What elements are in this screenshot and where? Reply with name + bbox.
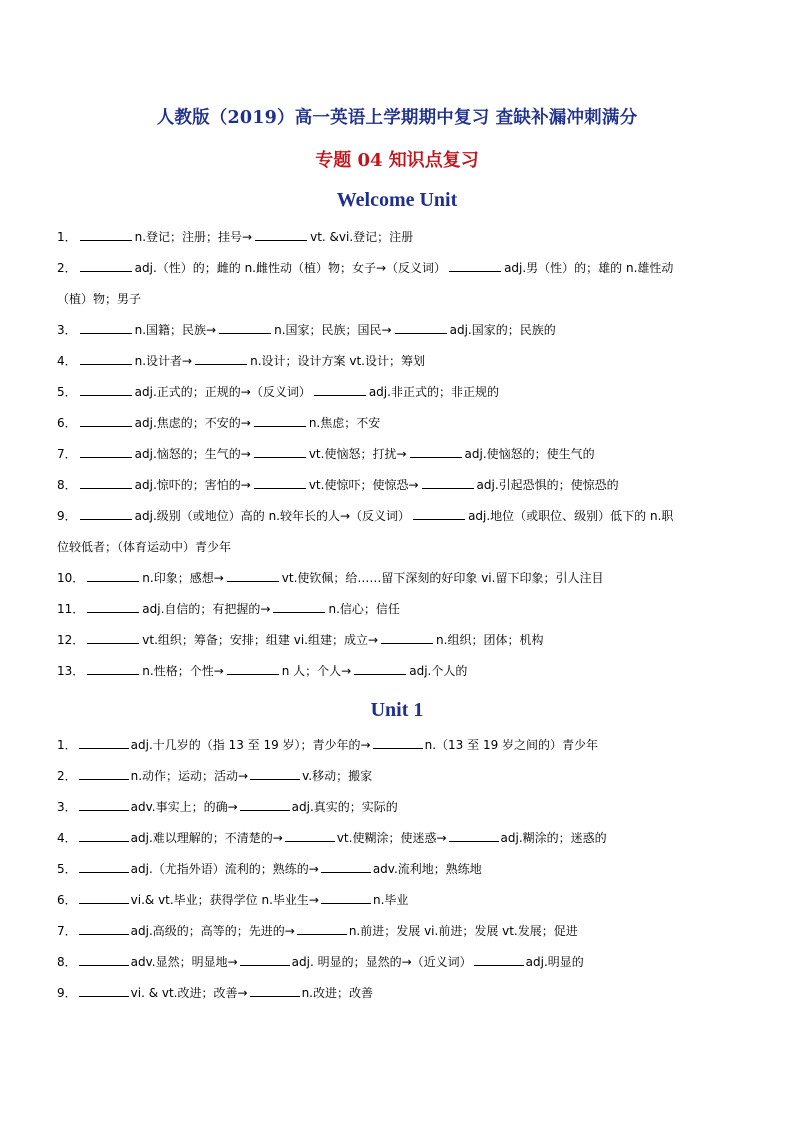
item-definition: n.动作；运动；活动→: [130, 769, 249, 783]
item-number: 8．: [57, 478, 77, 492]
vocab-item: [57, 563, 747, 594]
vocab-item: [57, 761, 747, 792]
item-definition: adj.自信的；有把握的→: [142, 602, 271, 616]
answer-blank[interactable]: [80, 508, 132, 520]
item-definition: n.毕业: [372, 893, 409, 907]
answer-blank[interactable]: [449, 830, 499, 842]
vocab-item: [57, 854, 747, 885]
answer-blank[interactable]: [254, 477, 306, 489]
item-definition: adj.非正式的；非正规的: [368, 385, 499, 399]
item-definition: vt.使钦佩；给……留下深刻的好印象 vi.留下印象；引人注目: [281, 571, 604, 585]
item-definition: adj.男（性）的；雄的 n.雄性动: [504, 261, 674, 275]
section-heading-unit-1: Unit 1: [370, 699, 424, 721]
answer-blank[interactable]: [80, 477, 132, 489]
item-definition: adv.流利地；熟练地: [372, 862, 482, 876]
vocab-item: [57, 947, 747, 978]
item-definition: n.设计者→: [134, 354, 193, 368]
item-definition: adj. 明显的；显然的→（近义词）: [291, 955, 472, 969]
answer-blank[interactable]: [80, 322, 132, 334]
answer-blank[interactable]: [254, 446, 306, 458]
item-definition: vi.& vt.毕业；获得学位 n.毕业生→: [130, 893, 319, 907]
answer-blank[interactable]: [79, 799, 129, 811]
item-definition: n.组织；团体；机构: [436, 633, 544, 647]
item-definition: n.国家；民族；国民→: [274, 323, 392, 337]
item-definition: vt. &vi.登记；注册: [310, 230, 414, 244]
item-number: 9．: [57, 986, 77, 1000]
answer-blank[interactable]: [80, 446, 132, 458]
item-number: 4．: [57, 831, 77, 845]
answer-blank[interactable]: [80, 415, 132, 427]
answer-blank[interactable]: [79, 768, 129, 780]
item-definition: adj.焦虑的；不安的→: [134, 416, 251, 430]
item-definition: adj.（性）的；雌的 n.雌性动（植）物；女子→（反义词）: [134, 261, 447, 275]
vocab-item-continuation: （植）物；男子: [57, 292, 142, 306]
item-definition: adv.显然；明显地→: [130, 955, 238, 969]
vocab-item: [57, 377, 747, 408]
item-number: 11．: [57, 602, 85, 616]
item-definition: adj.十几岁的（指 13 至 19 岁）；青少年的→: [130, 738, 371, 752]
answer-blank[interactable]: [79, 737, 129, 749]
item-definition: adj.使恼怒的；使生气的: [464, 447, 595, 461]
item-definition: adj.难以理解的；不清楚的→: [130, 831, 283, 845]
vocab-list-welcome-unit: [57, 222, 747, 687]
answer-blank[interactable]: [297, 923, 347, 935]
answer-blank[interactable]: [250, 768, 300, 780]
vocab-item: [57, 501, 747, 532]
item-number: 9．: [57, 509, 77, 523]
vocab-item: [57, 408, 747, 439]
item-number: 7．: [57, 924, 77, 938]
item-definition: adj.正式的；正规的→（反义词）: [134, 385, 311, 399]
item-definition: n.设计；设计方案 vt.设计；筹划: [250, 354, 425, 368]
vocab-item: [57, 470, 747, 501]
answer-blank[interactable]: [87, 632, 139, 644]
answer-blank[interactable]: [273, 601, 325, 613]
item-number: 8．: [57, 955, 77, 969]
item-definition: adj.惊吓的；害怕的→: [134, 478, 251, 492]
item-number: 2．: [57, 261, 77, 275]
item-number: 3．: [57, 800, 77, 814]
item-definition: n.印象；感想→: [142, 571, 224, 585]
item-number: 1．: [57, 230, 77, 244]
answer-blank[interactable]: [80, 384, 132, 396]
answer-blank[interactable]: [240, 799, 290, 811]
answer-blank[interactable]: [79, 861, 129, 873]
item-definition: vi. & vt.改进；改善→: [130, 986, 248, 1000]
answer-blank[interactable]: [449, 260, 501, 272]
item-number: 1．: [57, 738, 77, 752]
item-definition: n.改进；改善: [301, 986, 373, 1000]
item-definition: adj.恼怒的；生气的→: [134, 447, 251, 461]
item-number: 10．: [57, 571, 85, 585]
document-title: 人教版（2019）高一英语上学期期中复习 查缺补漏冲刺满分: [156, 108, 638, 128]
item-definition: v.移动；搬家: [302, 769, 373, 783]
answer-blank[interactable]: [219, 322, 271, 334]
vocab-item: [57, 730, 747, 761]
item-number: 3．: [57, 323, 77, 337]
item-number: 7．: [57, 447, 77, 461]
vocab-item: [57, 315, 747, 346]
item-definition: adj.国家的；民族的: [449, 323, 556, 337]
item-definition: vt.组织；筹备；安排；组建 vi.组建；成立→: [142, 633, 379, 647]
vocab-item: [57, 439, 747, 470]
answer-blank[interactable]: [410, 446, 462, 458]
item-definition: adj.地位（或职位、级别）低下的 n.职: [468, 509, 674, 523]
item-definition: n.性格；个性→: [142, 664, 224, 678]
item-definition: n.信心；信任: [328, 602, 400, 616]
vocab-item: [57, 222, 747, 253]
answer-blank[interactable]: [80, 353, 132, 365]
answer-blank[interactable]: [195, 353, 247, 365]
answer-blank[interactable]: [381, 632, 433, 644]
answer-blank[interactable]: [79, 923, 129, 935]
answer-blank[interactable]: [87, 570, 139, 582]
answer-blank[interactable]: [79, 892, 129, 904]
item-definition: n.焦虑；不安: [308, 416, 381, 430]
answer-blank[interactable]: [227, 663, 279, 675]
answer-blank[interactable]: [354, 663, 406, 675]
item-definition: adj.（尤指外语）流利的；熟练的→: [130, 862, 319, 876]
item-definition: adv.事实上；的确→: [130, 800, 238, 814]
answer-blank[interactable]: [80, 229, 132, 241]
answer-blank[interactable]: [87, 601, 139, 613]
vocab-item: [57, 792, 747, 823]
item-number: 6．: [57, 893, 77, 907]
vocab-item: [57, 656, 747, 687]
vocab-item: [57, 594, 747, 625]
answer-blank[interactable]: [373, 737, 423, 749]
answer-blank[interactable]: [87, 663, 139, 675]
answer-blank[interactable]: [79, 985, 129, 997]
answer-blank[interactable]: [227, 570, 279, 582]
document-subtitle: 专题 04 知识点复习: [315, 150, 479, 171]
vocab-item: [57, 253, 747, 284]
item-definition: n 人；个人→: [281, 664, 352, 678]
answer-blank[interactable]: [250, 985, 300, 997]
vocab-item: [57, 916, 747, 947]
answer-blank[interactable]: [321, 892, 371, 904]
vocab-item: [57, 885, 747, 916]
answer-blank[interactable]: [255, 229, 307, 241]
answer-blank[interactable]: [321, 861, 371, 873]
item-definition: n.登记；注册；挂号→: [134, 230, 253, 244]
item-definition: adj.糊涂的；迷惑的: [500, 831, 607, 845]
vocab-list-unit-1: [57, 730, 747, 1009]
item-number: 6．: [57, 416, 77, 430]
item-number: 5．: [57, 385, 77, 399]
item-number: 4．: [57, 354, 77, 368]
answer-blank[interactable]: [80, 260, 132, 272]
vocab-item-continuation: 位较低者；（体育运动中）青少年: [57, 540, 232, 554]
item-definition: n.（13 至 19 岁之间的）青少年: [424, 738, 599, 752]
answer-blank[interactable]: [422, 477, 474, 489]
item-definition: n.国籍；民族→: [134, 323, 217, 337]
answer-blank[interactable]: [285, 830, 335, 842]
vocab-item: [57, 823, 747, 854]
item-number: 2．: [57, 769, 77, 783]
item-definition: adj.明显的: [525, 955, 584, 969]
item-definition: adj.个人的: [409, 664, 468, 678]
item-number: 13．: [57, 664, 85, 678]
answer-blank[interactable]: [413, 508, 465, 520]
item-definition: n.前进；发展 vi.前进；发展 vt.发展；促进: [348, 924, 578, 938]
vocab-item: [57, 625, 747, 656]
answer-blank[interactable]: [314, 384, 366, 396]
item-definition: vt.使糊涂；使迷惑→: [336, 831, 447, 845]
item-definition: adj.高级的；高等的；先进的→: [130, 924, 295, 938]
item-number: 5．: [57, 862, 77, 876]
vocab-item: [57, 346, 747, 377]
answer-blank[interactable]: [474, 954, 524, 966]
answer-blank[interactable]: [254, 415, 306, 427]
item-number: 12．: [57, 633, 85, 647]
answer-blank[interactable]: [79, 830, 129, 842]
item-definition: vt.使恼怒；打扰→: [308, 447, 407, 461]
answer-blank[interactable]: [240, 954, 290, 966]
item-definition: adj.引起恐惧的；使惊恐的: [476, 478, 619, 492]
item-definition: vt.使惊吓；使惊恐→: [308, 478, 419, 492]
item-definition: adj.级别（或地位）高的 n.较年长的人→（反义词）: [134, 509, 411, 523]
answer-blank[interactable]: [79, 954, 129, 966]
vocab-item: [57, 978, 747, 1009]
item-definition: adj.真实的；实际的: [291, 800, 398, 814]
section-heading-welcome-unit: Welcome Unit: [336, 189, 458, 211]
answer-blank[interactable]: [395, 322, 447, 334]
